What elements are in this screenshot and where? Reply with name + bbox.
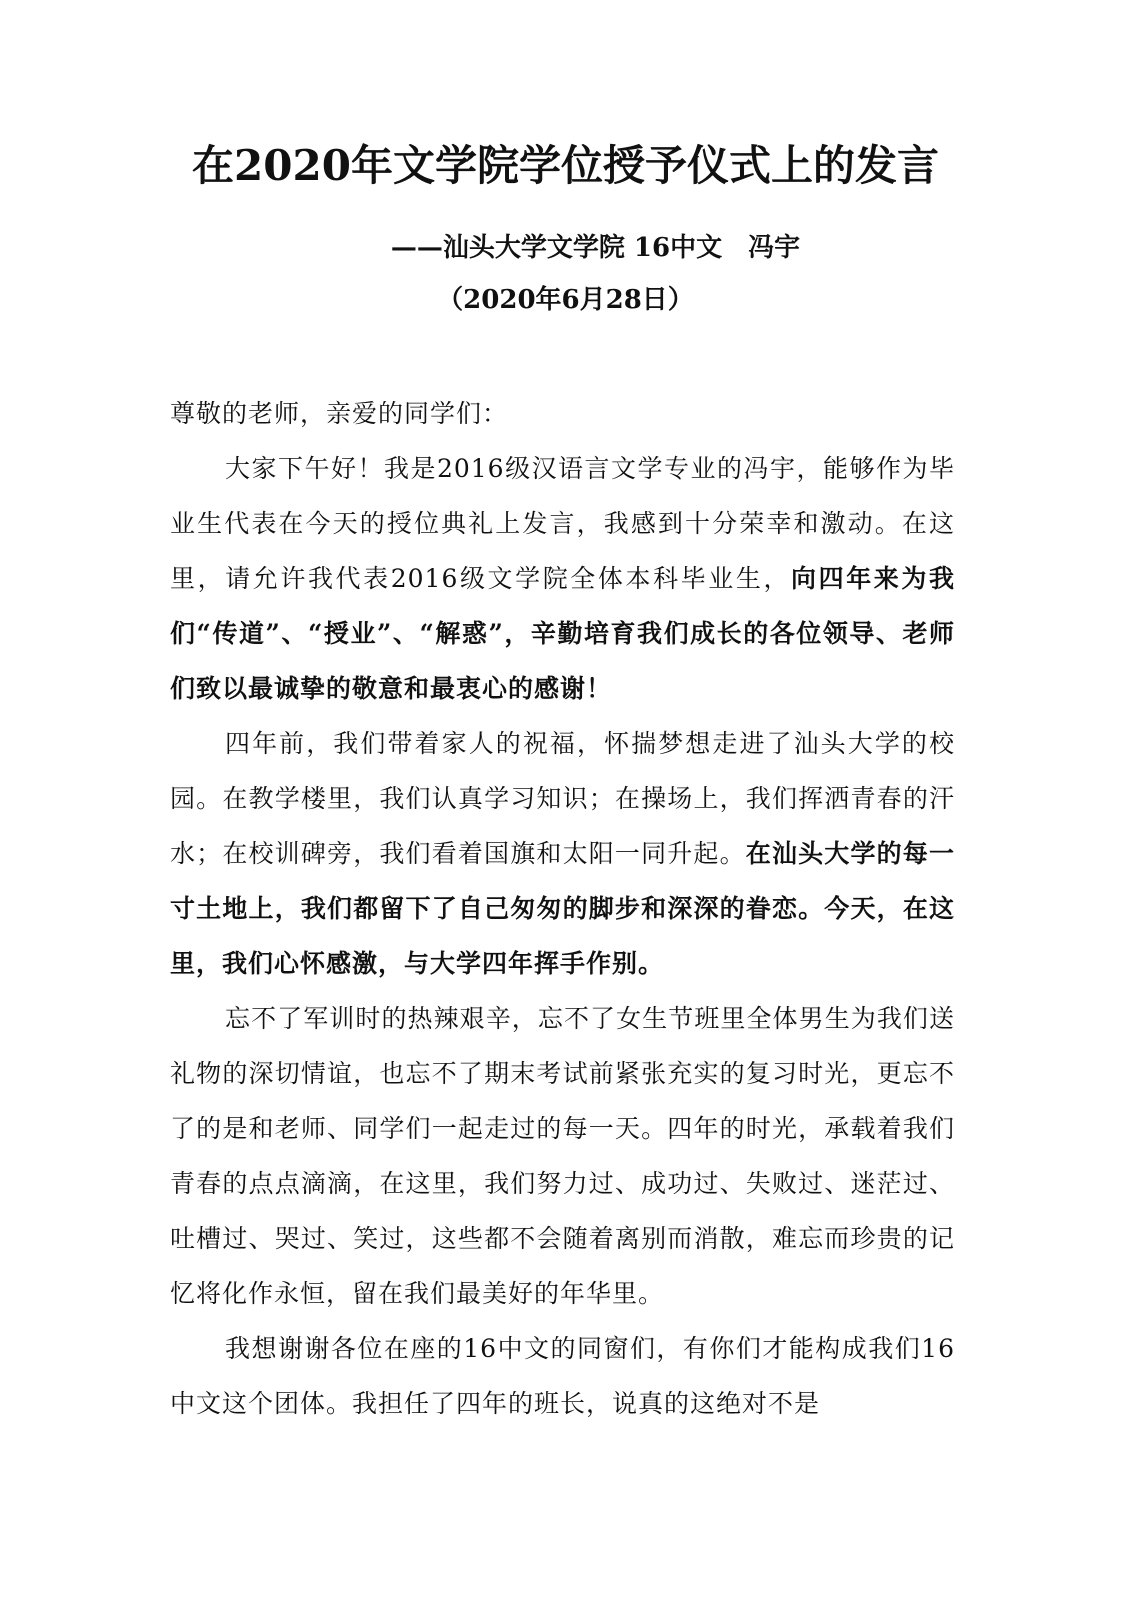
speech-body — [170, 386, 955, 1431]
paragraph-2-emphasis: 在汕头大学的每一寸土地上，我们都留下了自己匆匆的脚步和深深的眷恋。今天，在这里，我们心怀感激，与大学四年挥手作别。 — [170, 839, 955, 978]
speech-title: 在2020年文学院学位授予仪式上的发言 — [192, 141, 939, 190]
paragraph-1-emphasis: 向四年来为我们“传道”、“授业”、“解惑”，辛勤培育我们成长的各位领导、老师们致以最诚挚的敬意和最衷心的感谢！ — [170, 564, 955, 703]
salutation: 尊敬的老师，亲爱的同学们： — [170, 399, 509, 428]
paragraph-3: 忘不了军训时的热辣艰辛，忘不了女生节班里全体男生为我们送礼物的深切情谊，也忘不了期末考试前紧张充实的复习时光，更忘不了的是和老师、同学们一起走过的每一天。四年的时光，承载着我们青春的点点滴滴，在这里，我们努力过、成功过、失败过、迷茫过、吐槽过、哭过、笑过，这些都不会随着离别而消散，难忘而珍贵的记忆将化作永恒，留在我们最美好的年华里。 — [170, 1004, 955, 1308]
paragraph-2-text: 四年前，我们带着家人的祝福，怀揣梦想走进了汕头大学的校园。在教学楼里，我们认真学习知识；在操场上，我们挥洒青春的汗水；在校训碑旁，我们看着国旗和太阳一同升起。 — [170, 729, 955, 868]
paragraph-1-text: 大家下午好！我是2016级汉语言文学专业的冯宇，能够作为毕业生代表在今天的授位典礼上发言，我感到十分荣幸和激动。在这里，请允许我代表2016级文学院全体本科毕业生， — [170, 454, 955, 593]
paragraph-4: 我想谢谢各位在座的16中文的同窗们，有你们才能构成我们16中文这个团体。我担任了四年的班长，说真的这绝对不是 — [170, 1334, 955, 1418]
paragraph-1 — [170, 441, 955, 716]
paragraph-2 — [170, 716, 955, 991]
speaker-byline: ——汕头大学文学院 16中文 冯宇 — [390, 233, 801, 263]
speech-date: （2020年6月28日） — [437, 285, 694, 315]
